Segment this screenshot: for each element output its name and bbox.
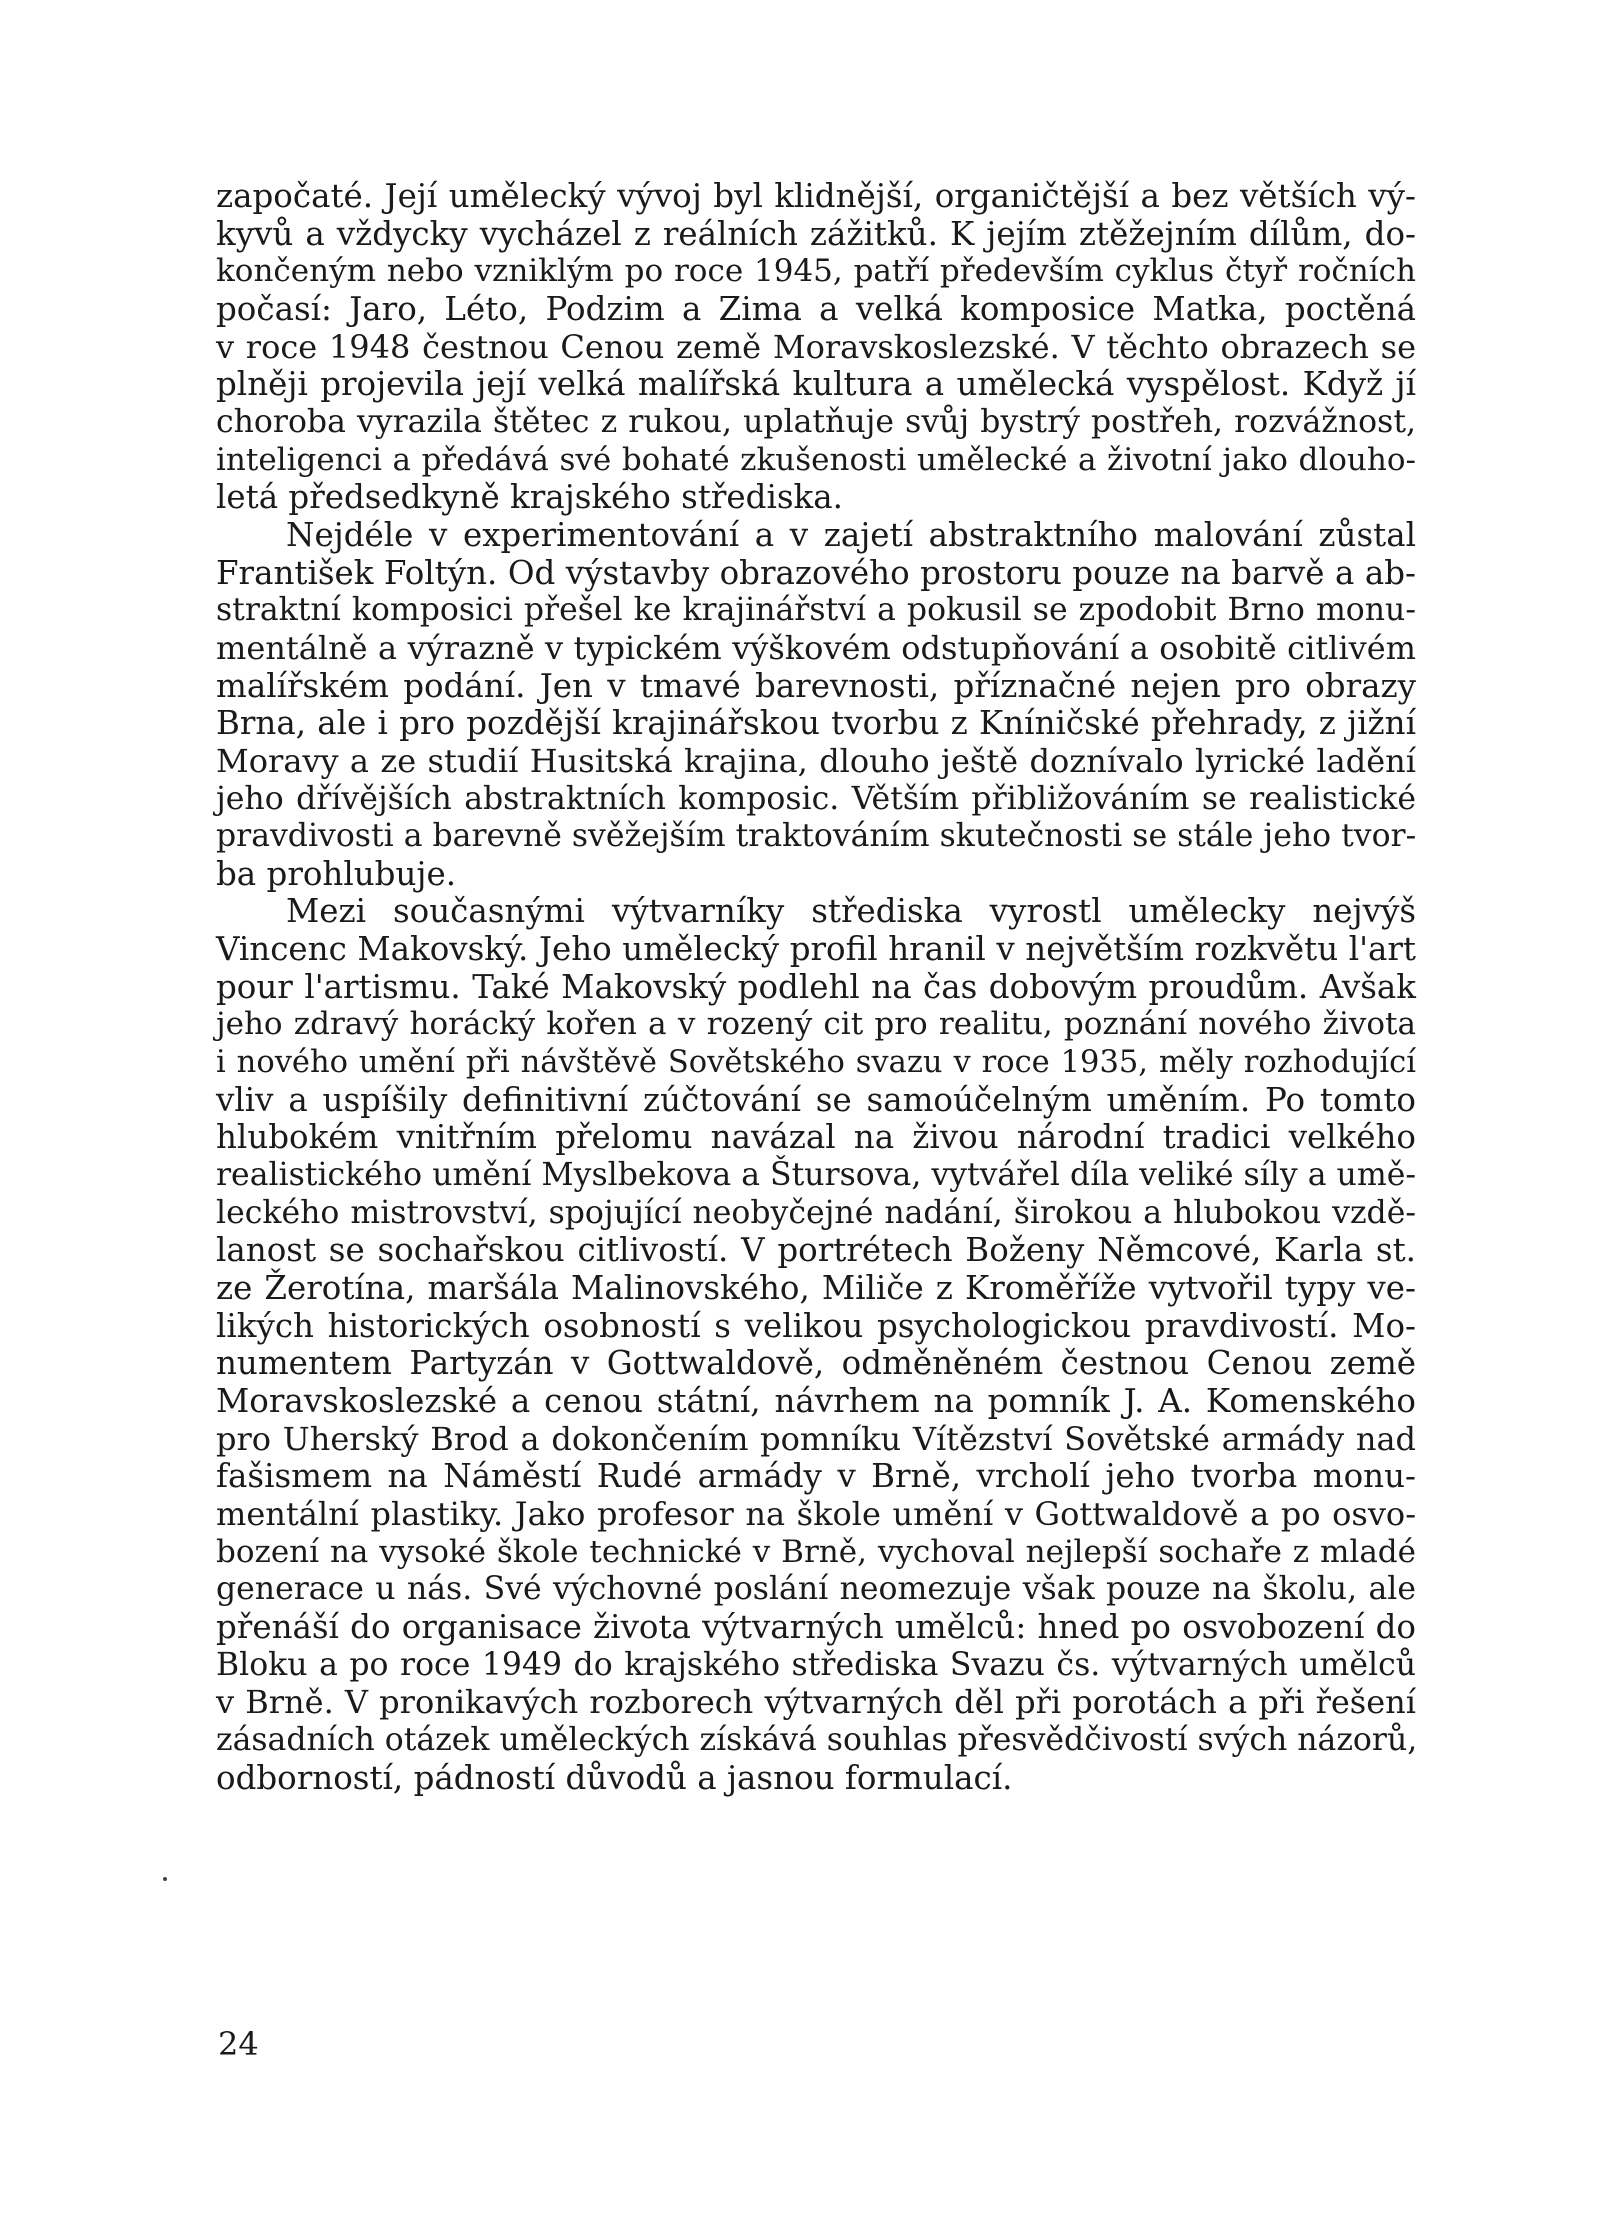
text-line: ze Žerotína, maršála Malinovského, Miliče z Kroměříže vytvořil typy ve- — [216, 1269, 1416, 1308]
text-line: končeným nebo vzniklým po roce 1945, patří především cyklus čtyř ročních — [216, 253, 1416, 290]
text-line: Moravskoslezské a cenou státní, návrhem na pomník J. A. Komenského — [216, 1382, 1416, 1420]
text-line: pravdivosti a barevně svěžejším traktováním skutečnosti se stále jeho tvor- — [216, 818, 1417, 855]
text-line: Vincenc Makovský. Jeho umělecký profil hranil v největším rozkvětu l'art — [216, 930, 1416, 969]
text-line: generace u nás. Své výchovné poslání neomezuje však pouze na školu, ale — [216, 1571, 1416, 1608]
text-line: likých historických osobností s velikou psychologickou pravdivostí. Mo- — [216, 1306, 1416, 1345]
text-line: jeho zdravý horácký kořen a v rozený cit pro realitu, poznání nového života — [216, 1006, 1416, 1043]
text-line: bození na vysoké škole technické v Brně, vychoval nejlepší sochaře z mladé — [216, 1533, 1416, 1570]
text-line: v Brně. V pronikavých rozborech výtvarných děl při porotách a při řešení — [216, 1683, 1416, 1722]
text-line: počasí: Jaro, Léto, Podzim a Zima a velká komposice Matka, poctěná — [216, 289, 1416, 328]
body-text — [216, 178, 1416, 1797]
text-line: ba prohlubuje. — [216, 854, 457, 893]
text-line: lanost se sochařskou citlivostí. V portrétech Boženy Němcové, Karla st. — [216, 1231, 1416, 1270]
text-line: numentem Partyzán v Gottwaldově, odměněném čestnou Cenou země — [216, 1344, 1416, 1383]
text-line: mentální plastiky. Jako profesor na škole umění v Gottwaldově a po osvo- — [216, 1494, 1416, 1533]
text-line: Brna, ale i pro pozdější krajinářskou tvorbu z Kníničské přehrady, z jižní — [216, 704, 1416, 743]
text-line: leckého mistrovství, spojující neobyčejné nadání, širokou a hlubokou vzdě- — [216, 1194, 1416, 1231]
text-line: Moravy a ze studií Husitská krajina, dlouho ještě doznívalo lyrické ladění — [216, 741, 1416, 780]
page-number: 24 — [218, 2025, 259, 2063]
text-line: choroba vyrazila štětec z rukou, uplatňuje svůj bystrý postřeh, rozvážnost, — [216, 403, 1416, 440]
print-speck — [163, 1877, 167, 1881]
text-line: malířském podání. Jen v tmavé barevnosti, příznačné nejen pro obrazy — [216, 666, 1416, 705]
text-line: inteligenci a předává své bohaté zkušenosti umělecké a životní jako dlouho- — [216, 441, 1416, 478]
text-line: zásadních otázek uměleckých získává souhlas přesvědčivostí svých názorů, — [216, 1721, 1418, 1758]
text-line: František Foltýn. Od výstavby obrazového prostoru pouze na barvě a ab- — [216, 553, 1416, 592]
text-line: hlubokém vnitřním přelomu navázal na živou národní tradici velkého — [216, 1118, 1416, 1157]
text-line: plněji projevila její velká malířská kultura a umělecká vyspělost. Když jí — [216, 365, 1416, 404]
text-line: i nového umění při návštěvě Sovětského svazu v roce 1935, měly rozhodující — [216, 1045, 1416, 1081]
text-line: Bloku a po roce 1949 do krajského střediska Svazu čs. výtvarných umělců — [216, 1646, 1416, 1683]
text-line: Nejdéle v experimentování a v zajetí abstraktního malování zůstal — [286, 515, 1416, 554]
text-line: přenáší do organisace života výtvarných umělců: hned po osvobození do — [216, 1607, 1416, 1646]
text-line: započaté. Její umělecký vývoj byl klidnější, organičtější a bez větších vý- — [216, 177, 1416, 215]
text-line: vliv a uspíšily definitivní zúčtování se samoúčelným uměním. Po tomto — [216, 1080, 1416, 1119]
text-line: fašismem na Náměstí Rudé armády v Brně, vrcholí jeho tvorba monu- — [216, 1457, 1416, 1496]
text-line: jeho dřívějších abstraktních komposic. Větším přibližováním se realistické — [216, 780, 1416, 817]
text-line: pro Uherský Brod a dokončením pomníku Vítězství Sovětské armády nad — [216, 1419, 1416, 1458]
text-line: pour l'artismu. Také Makovský podlehl na čas dobovým proudům. Avšak — [216, 967, 1416, 1006]
text-line: mentálně a výrazně v typickém výškovém odstupňování a osobitě citlivém — [216, 628, 1416, 667]
text-line: Mezi současnými výtvarníky střediska vyrostl umělecky nejvýš — [286, 892, 1416, 931]
text-line: kyvů a vždycky vycházel z reálních zážitků. K jejím ztěžejním dílům, do- — [216, 214, 1416, 253]
text-line: realistického umění Myslbekova a Štursova, vytvářel díla veliké síly a umě- — [216, 1157, 1416, 1194]
text-line: v roce 1948 čestnou Cenou země Moravskoslezské. V těchto obrazech se — [216, 327, 1416, 366]
text-line: letá předsedkyně krajského střediska. — [216, 478, 843, 517]
text-line: straktní komposici přešel ke krajinářství a pokusil se zpodobit Brno monu- — [216, 592, 1416, 629]
text-line: odborností, pádností důvodů a jasnou formulací. — [216, 1758, 1013, 1797]
